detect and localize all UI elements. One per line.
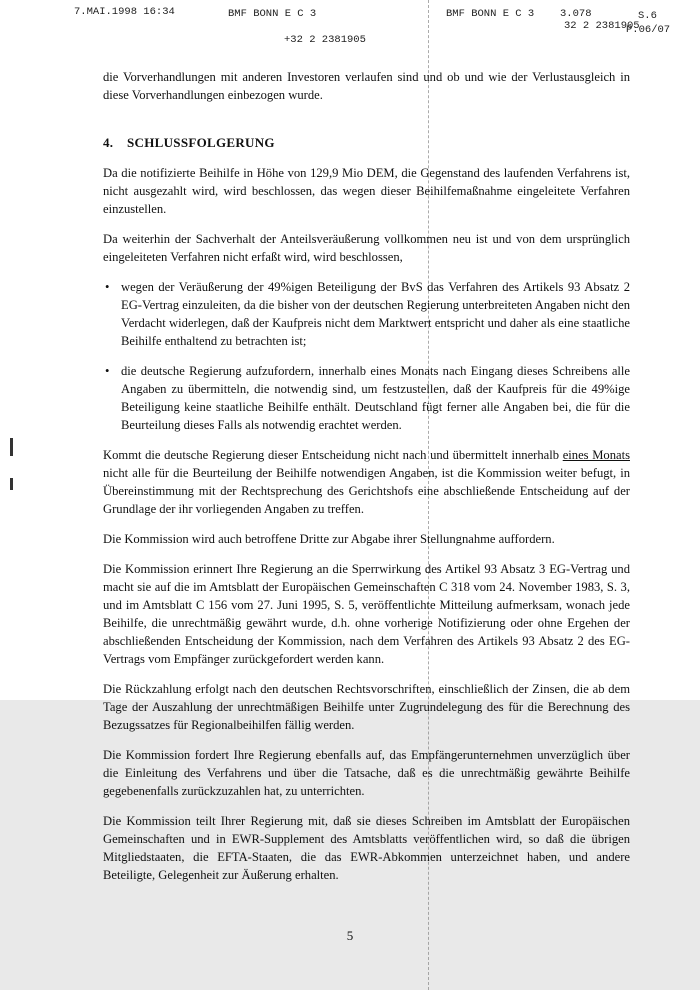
paragraph-3-text: nicht alle für die Beurteilung der Beihilfe notwendigen Angaben, ist die Kommission weiter befugt, in Übereinstimmung mit der Rechtsprechung des Gerichtshofs eine abschließende Entscheidung auf der Grundlage der ihr vorliegenden Angaben zu treffen. [103, 466, 630, 516]
paragraph-1: Da die notifizierte Beihilfe in Höhe von 129,9 Mio DEM, die Gegenstand des laufenden Verfahrens ist, nicht ausgezahlt wird, wird beschlossen, das wegen dieser Beihilfemaßnahme eingeleitete Verfahren einzustellen. [103, 166, 630, 216]
fax-number-left: +32 2 2381905 [284, 34, 366, 46]
list-item: • wegen der Veräußerung der 49%igen Beteiligung der BvS das Verfahren des Artikels 93 Absatz 2 EG-Vertrag einzuleiten, da die bisher von der deutschen Regierung unterbreiteten Angaben nicht den Verdacht widerlegen, daß der Kaufpreis nicht dem Marktwert entspricht und daher als eine staatliche Beihilfe enthaltend zu betrachten ist; [103, 278, 630, 350]
fax-sheet: S.6 [638, 10, 657, 22]
fax-job-number: 3.078 [560, 8, 592, 20]
deadline-underlined: eines Monats [562, 448, 630, 462]
paragraph-5: Die Kommission erinnert Ihre Regierung an die Sperrwirkung des Artikel 93 Absatz 3 EG-Vertrag und macht sie auf die im Amtsblatt der Europäischen Gemeinschaften C 318 vom 24. November 1983, S. 3, und im Amtsblatt C 156 vom 27. Juni 1995, S. 5, veröffentlichte Mitteilung aufmerksam, wonach jede Beihilfe, die unrechtmäßig gewährt wurde, d.h. ohne vorherige Notifizierung oder ohne Ergehen der abschließenden Entscheidung der Kommission, nach dem Verfahren des Artikels 93 Absatz 2 des EG-Vertrags vom Empfänger zurückgefordert werden kann. [103, 562, 630, 666]
paragraph-6: Die Rückzahlung erfolgt nach den deutschen Rechtsvorschriften, einschließlich der Zinsen, die ab dem Tage der Auszahlung der unrechtmäßigen Beihilfe unter Zugrundelegung des für die Berechnung des Bezugssatzes für Regionalbeihilfen fällig werden. [103, 682, 630, 732]
page-number: 5 [346, 928, 354, 943]
fax-header [74, 6, 692, 52]
fax-sender-left: BMF BONN E C 3 [228, 8, 317, 20]
paragraph-7: Die Kommission fordert Ihre Regierung ebenfalls auf, das Empfängerunternehmen unverzüglich über die Einleitung des Verfahrens und über die Tatsache, daß es die unrechtmäßig gewährte Beihilfe gegebenenfalls zurückzuzahlen hat, zu unterrichten. [103, 748, 630, 798]
fax-page-ref: P.06/07 [626, 24, 671, 36]
letter-body [103, 68, 630, 896]
fax-number-right: 32 2 2381905 [564, 20, 640, 32]
paragraph-3 [103, 446, 630, 518]
fax-timestamp: 7.MAI.1998 16:34 [74, 6, 175, 18]
fax-sender-right: BMF BONN E C 3 [446, 8, 535, 20]
paragraph-2: Da weiterhin der Sachverhalt der Anteilsveräußerung vollkommen neu ist und von dem ursprünglich eingeleiteten Verfahren nicht erfaßt wird, wird beschlossen, [103, 232, 630, 264]
paragraph-4: Die Kommission wird auch betroffene Dritte zur Abgabe ihrer Stellungnahme auffordern. [103, 532, 555, 546]
paragraph-8: Die Kommission teilt Ihrer Regierung mit, daß sie dieses Schreiben im Amtsblatt der Europäischen Gemeinschaften und in EWR-Supplement des Amtsblatts veröffentlichen wird, so daß die übrigen Mitgliedstaaten, die EFTA-Staaten, die das EWR-Abkommen unterzeichnet haben, und andere Beteiligte, Gelegenheit zur Äußerung erhalten. [103, 814, 630, 882]
decision-list [103, 278, 630, 434]
margin-mark [10, 478, 13, 490]
section-heading [103, 134, 630, 152]
list-item: • die deutsche Regierung aufzufordern, innerhalb eines Monats nach Eingang dieses Schreibens alle Angaben zu übermitteln, die notwendig sind, um festzustellen, daß der Kaufpreis für die 49%ige Beteiligung keine staatliche Beihilfe enthält. Deutschland fügt ferner alle Angaben bei, die für die Beurteilung dieses Falls als notwendig erachtet werden. [103, 362, 630, 434]
paragraph-3-text: Kommt die deutsche Regierung dieser Entscheidung nicht nach und übermittelt innerhalb [103, 448, 563, 462]
margin-mark [10, 438, 13, 456]
section-number: 4. [103, 135, 114, 150]
intro-paragraph: die Vorverhandlungen mit anderen Investoren verlaufen sind und ob und wie der Verlustausgleich in diese Vorverhandlungen einbezogen wurde. [103, 70, 630, 102]
section-title: SCHLUSSFOLGERUNG [127, 135, 275, 150]
